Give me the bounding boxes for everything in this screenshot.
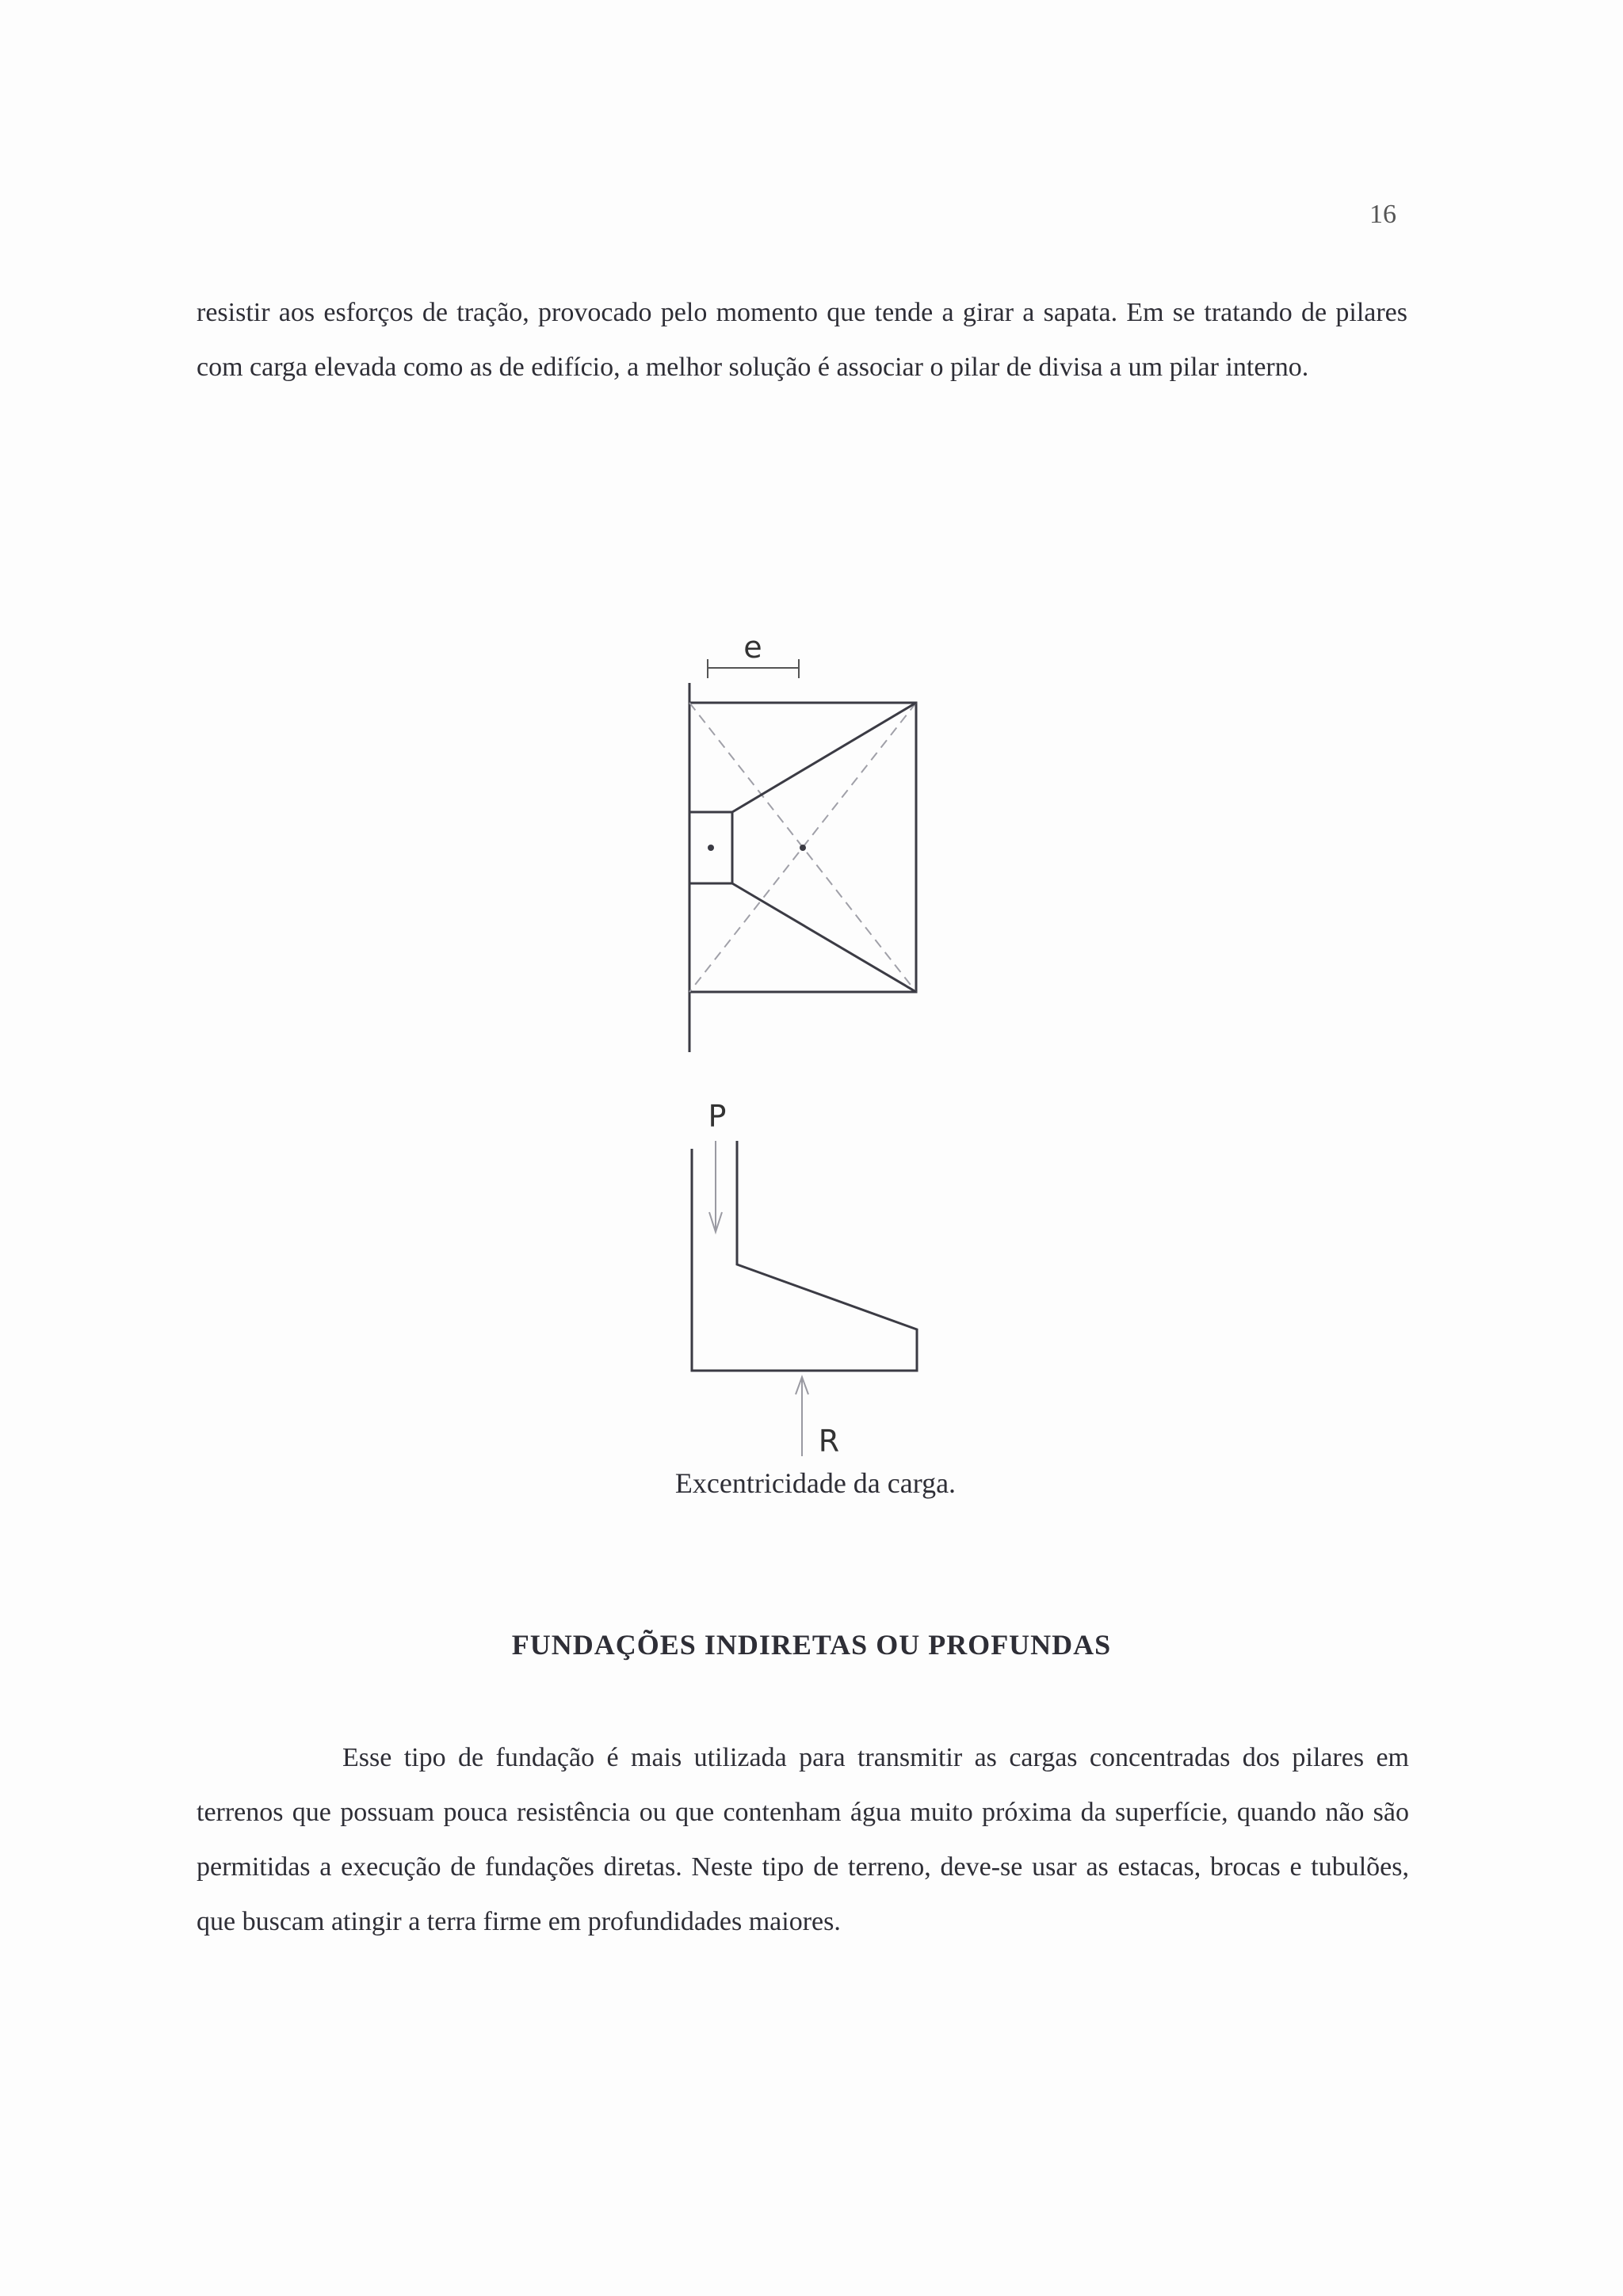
label-p: P bbox=[708, 1099, 727, 1134]
paragraph-body: Esse tipo de fundação é mais utilizada para transmitir as cargas concentradas dos pilares em terrenos que possuam pouca resistência ou que contenham água muito próxima da superfície, quando não são permitidas a execução de fundações diretas. Neste tipo de terreno, deve-se usar as estacas, brocas e tubulões, que buscam atingir a terra firme em profundidades maiores. bbox=[197, 1743, 1409, 1936]
paragraph-continuation: resistir aos esforços de tração, provocado pelo momento que tende a girar a sapata. Em se tratando de pilares com carga elevada como as de edifício, a melhor solução é associar o pilar de divisa a um pilar interno. bbox=[197, 298, 1407, 382]
section-heading: FUNDAÇÕES INDIRETAS OU PROFUNDAS bbox=[511, 1629, 1112, 1661]
footing-plan-view bbox=[689, 683, 916, 1052]
page-number: 16 bbox=[1369, 200, 1396, 229]
footing-section-view bbox=[692, 1099, 917, 1459]
label-e: e bbox=[743, 630, 762, 665]
figure-caption: Excentricidade da carga. bbox=[674, 1467, 957, 1499]
dimension-e bbox=[708, 630, 799, 678]
label-r: R bbox=[818, 1424, 840, 1459]
